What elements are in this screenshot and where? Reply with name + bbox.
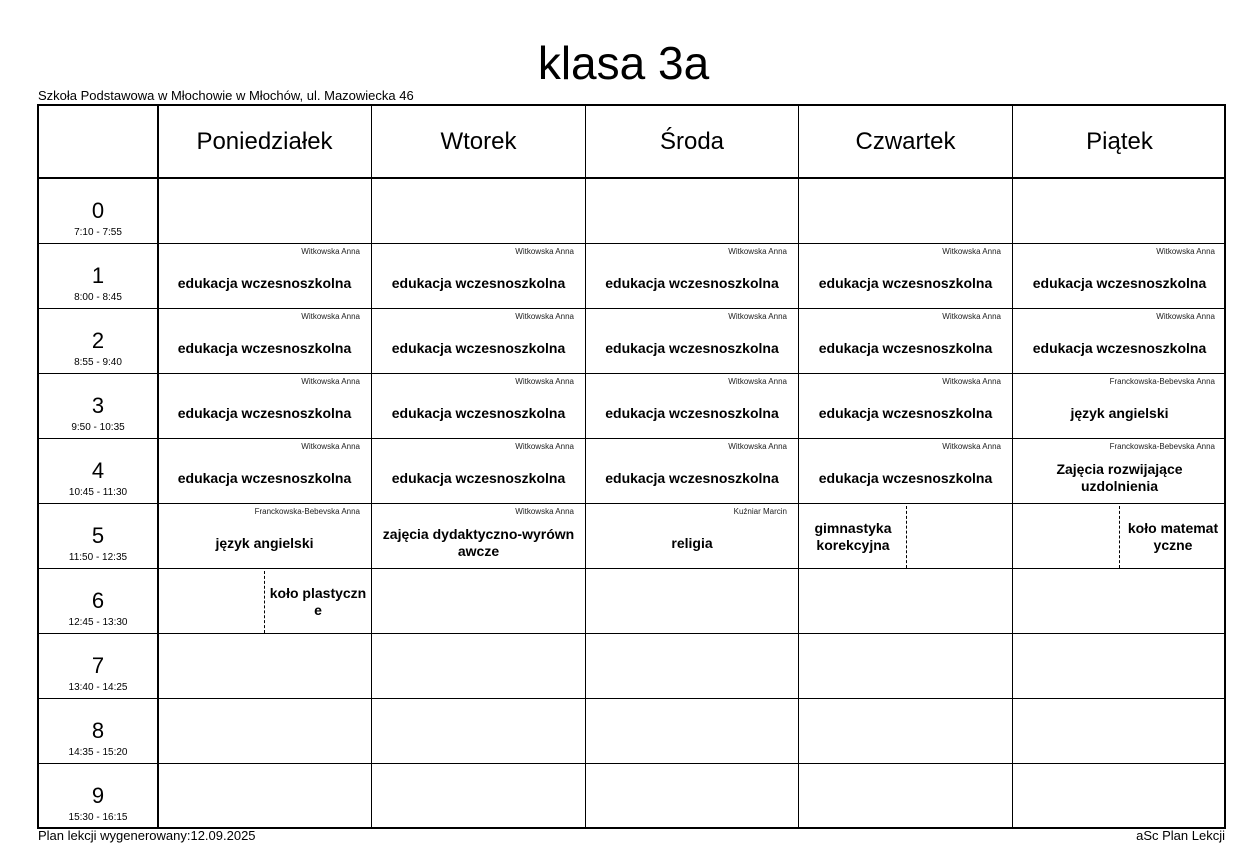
lesson-cell [586, 374, 798, 439]
period-1 [39, 244, 157, 309]
period-time: 7:10 - 7:55 [74, 227, 122, 238]
lesson-cell [158, 504, 371, 569]
lesson-subject: edukacja wczesnoszkolna [1032, 274, 1207, 291]
period-8 [39, 699, 157, 764]
period-number: 0 [91, 198, 105, 223]
lesson-teacher: Witkowska Anna [301, 312, 360, 321]
day-header-monday: Poniedziałek [196, 128, 333, 155]
lesson-subject: edukacja wczesnoszkolna [818, 404, 993, 421]
period-time: 8:55 - 9:40 [74, 357, 122, 368]
period-number: 2 [91, 328, 105, 353]
lesson-subject: język angielski [1070, 404, 1169, 421]
period-time: 15:30 - 16:15 [68, 812, 128, 823]
period-number: 4 [91, 458, 105, 483]
day-header-thursday: Czwartek [855, 128, 956, 155]
lesson-teacher: Witkowska Anna [942, 442, 1001, 451]
lesson-cell [372, 504, 585, 569]
period-time: 14:35 - 15:20 [68, 747, 128, 758]
period-time: 8:00 - 8:45 [74, 292, 122, 303]
lesson-subject: edukacja wczesnoszkolna [605, 274, 779, 291]
lesson-teacher: Witkowska Anna [515, 442, 574, 451]
lesson-cell [799, 309, 1012, 374]
lesson-subject: Zajęcia rozwijające uzdolnienia [1056, 461, 1183, 494]
lesson-cell [372, 374, 585, 439]
lesson-teacher: Witkowska Anna [301, 442, 360, 451]
lesson-subject: edukacja wczesnoszkolna [818, 469, 993, 486]
lesson-cell [158, 439, 371, 504]
lesson-teacher: Witkowska Anna [301, 247, 360, 256]
lesson-subject: gimnastyka korekcyjna [814, 519, 892, 553]
page-title: klasa 3a [537, 37, 710, 89]
period-time: 9:50 - 10:35 [71, 422, 125, 433]
period-4 [39, 439, 157, 504]
lesson-teacher: Franckowska-Bebevska Anna [1109, 442, 1215, 451]
lesson-subject: koło plastyczne [269, 584, 367, 618]
split-divider [264, 571, 265, 633]
lesson-cell [1013, 439, 1226, 504]
lesson-teacher: Witkowska Anna [301, 377, 360, 386]
lesson-teacher: Witkowska Anna [728, 377, 787, 386]
lesson-subject: edukacja wczesnoszkolna [818, 339, 993, 356]
timetable-grid [37, 104, 1226, 829]
brand-label: aSc Plan Lekcji [1136, 828, 1225, 843]
lesson-teacher: Witkowska Anna [1156, 247, 1215, 256]
lesson-cell [586, 504, 798, 569]
lesson-cell [799, 244, 1012, 309]
period-number: 3 [91, 393, 105, 418]
lesson-teacher: Witkowska Anna [515, 507, 574, 516]
period-number: 6 [91, 588, 105, 613]
school-name: Szkoła Podstawowa w Młochowie w Młochów, ul. Mazowiecka 46 [38, 88, 414, 103]
period-time: 13:40 - 14:25 [68, 682, 128, 693]
lesson-teacher: Franckowska-Bebevska Anna [254, 507, 360, 516]
period-2 [39, 309, 157, 374]
lesson-cell [372, 244, 585, 309]
period-7 [39, 634, 157, 699]
lesson-cell [799, 374, 1012, 439]
lesson-teacher: Witkowska Anna [515, 377, 574, 386]
grid-line [39, 698, 1224, 699]
period-3 [39, 374, 157, 439]
lesson-teacher: Witkowska Anna [728, 247, 787, 256]
day-header-friday: Piątek [1086, 128, 1153, 155]
lesson-subject: edukacja wczesnoszkolna [177, 404, 352, 421]
lesson-subject: edukacja wczesnoszkolna [391, 469, 566, 486]
lesson-subject: edukacja wczesnoszkolna [177, 274, 352, 291]
lesson-subject: edukacja wczesnoszkolna [391, 404, 566, 421]
period-9 [39, 764, 157, 829]
lesson-subject: koło matematyczne [1127, 519, 1219, 553]
lesson-subject: religia [671, 534, 713, 551]
lesson-teacher: Witkowska Anna [1156, 312, 1215, 321]
period-time: 11:50 - 12:35 [68, 552, 128, 563]
lesson-subject: edukacja wczesnoszkolna [605, 339, 779, 356]
period-time: 10:45 - 11:30 [68, 487, 128, 498]
lesson-subject: edukacja wczesnoszkolna [177, 339, 352, 356]
grid-line [39, 763, 1224, 764]
lesson-cell [799, 439, 1012, 504]
period-number: 5 [91, 523, 105, 548]
lesson-cell [1013, 374, 1226, 439]
period-number: 7 [91, 653, 105, 678]
split-divider [906, 506, 907, 568]
lesson-cell [1013, 309, 1226, 374]
lesson-cell [586, 244, 798, 309]
lesson-teacher: Witkowska Anna [515, 247, 574, 256]
period-0 [39, 179, 157, 244]
period-5 [39, 504, 157, 569]
lesson-subject: edukacja wczesnoszkolna [391, 339, 566, 356]
lesson-teacher: Witkowska Anna [942, 247, 1001, 256]
lesson-cell [158, 374, 371, 439]
lesson-subject: edukacja wczesnoszkolna [391, 274, 566, 291]
generated-date: Plan lekcji wygenerowany:12.09.2025 [38, 828, 256, 843]
period-6 [39, 569, 157, 634]
lesson-subject: edukacja wczesnoszkolna [605, 404, 779, 421]
period-time: 12:45 - 13:30 [68, 617, 128, 628]
lesson-cell [158, 244, 371, 309]
lesson-cell [586, 309, 798, 374]
grid-line [39, 633, 1224, 634]
lesson-subject: edukacja wczesnoszkolna [605, 469, 779, 486]
lesson-cell [158, 309, 371, 374]
lesson-cell [372, 309, 585, 374]
lesson-subject: edukacja wczesnoszkolna [818, 274, 993, 291]
lesson-subject: język angielski [215, 534, 314, 551]
lesson-cell [586, 439, 798, 504]
split-divider [1119, 506, 1120, 568]
lesson-cell [1013, 244, 1226, 309]
lesson-teacher: Witkowska Anna [515, 312, 574, 321]
lesson-cell [372, 439, 585, 504]
lesson-subject: zajęcia dydaktyczno-wyrównawcze [382, 526, 575, 559]
lesson-subject: edukacja wczesnoszkolna [1032, 339, 1207, 356]
lesson-teacher: Witkowska Anna [942, 312, 1001, 321]
lesson-teacher: Kuźniar Marcin [733, 507, 787, 516]
lesson-teacher: Witkowska Anna [728, 312, 787, 321]
lesson-teacher: Witkowska Anna [942, 377, 1001, 386]
lesson-subject: edukacja wczesnoszkolna [177, 469, 352, 486]
day-header-tuesday: Wtorek [440, 128, 517, 155]
lesson-teacher: Franckowska-Bebevska Anna [1109, 377, 1215, 386]
lesson-teacher: Witkowska Anna [728, 442, 787, 451]
period-number: 1 [91, 263, 105, 288]
period-number: 8 [91, 718, 105, 743]
day-header-wednesday: Środa [659, 128, 725, 155]
period-number: 9 [91, 783, 105, 808]
